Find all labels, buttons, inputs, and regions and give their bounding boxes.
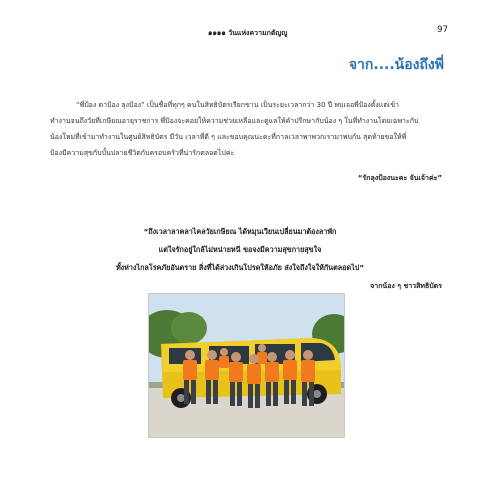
body-line: ป้องมีความสุขกับบั้นปลายชีวิตกับครอบครัวที่น่ารักตลอดไปค่ะ [50, 149, 235, 157]
section-title: จาก....น้องถึงพี่ [348, 57, 444, 73]
quote-line: แต่ใจรักอยู่ใกล้ไม่หน่ายหนี ขอจงมีความสุขกายสุขใจ [158, 245, 322, 254]
quote-attribution: จากน้อง ๆ ชาวสิทธิบัตร [370, 282, 442, 290]
farewell-quote [40, 223, 440, 277]
quote-line: ทั้งห่างไกลโรคภัยอันตราย สิ่งที่ได้ล่วงเกินโปรดให้อภัย ส่งใจถึงใจให้กันตลอดไป” [115, 263, 365, 272]
group-photo-van-icon [149, 294, 345, 438]
group-photo [148, 293, 345, 438]
body-line: น้องใหม่ที่เข้ามาทำงานในศูนย์สิทธิบัตร มีวัน เวลาที่ดี ๆ และขอบคุณนะคะที่กาลเวลาพาพวกเรามาพบกัน สุดท้ายขอให้พี่ [50, 133, 407, 141]
quote-line: “ถึงเวลาลาคลาไคลวัยเกษียณ ได้หมุนเวียนเปลี่ยนมาต้องลาพัก [143, 227, 337, 236]
body-line: ทำงานจนถึงวัยที่เกษียณอายุราชการ พี่ป้องจะคอยให้ความช่วยเหลือและดูแลให้คำปรึกษากับน้อง ๆ ในที่ทำงานโดยเฉพาะกับ [50, 117, 419, 125]
body-paragraph [50, 97, 442, 161]
signature: “รักลุงป้องนะคะ จันเจ้าค่ะ” [357, 174, 442, 182]
header-title: ๑๑๑๑ วันแห่งความกตัญญู [208, 29, 288, 37]
body-line: “พี่ป้อง ตาป้อง ลุงป้อง” เป็นชื่อที่ทุกๆ คนในสิทธิบัตรเรียกขาน เป็นระยะเวลากว่า 30 ปี พบเจอพี่ป้องตั้งแต่เข้า [76, 101, 399, 109]
page-number: 97 [437, 25, 448, 35]
page-header [0, 25, 480, 42]
